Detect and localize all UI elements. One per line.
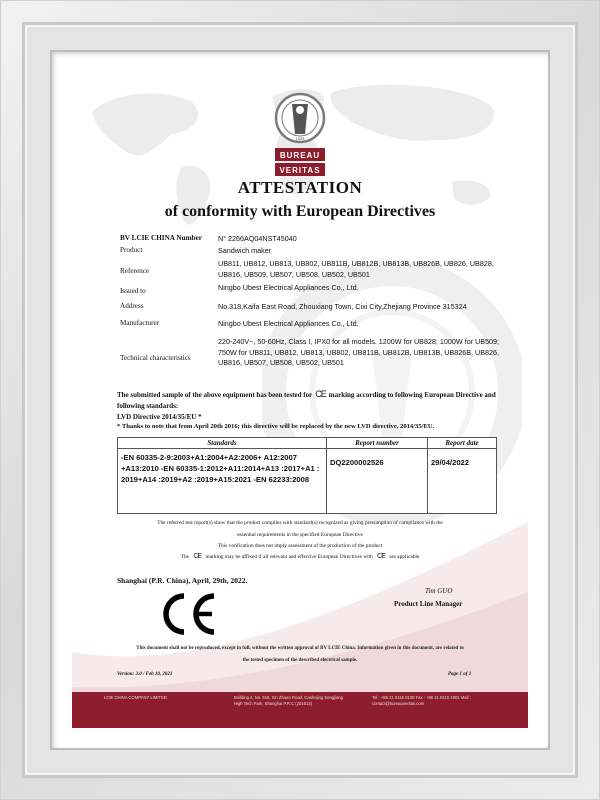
field-label: Address [120,302,144,310]
logo-text-bureau: BUREAU [279,151,321,160]
report-number-cell: DQ2200002526 [327,449,428,514]
field-label: Manufacturer [120,319,160,327]
bureau-veritas-logo [268,90,332,182]
footer-contact: Tel : +86 21 6115 0100 Fax : +86 21 6115 1901 Mail : contact@bureauveritas.com [372,695,471,706]
certificate-subtitle: of conformity with European Directives [164,203,436,220]
footer-address: Building 4, No. 518, Xin Zhuan Road, Caohejing Songjiang High Tech Park, Shanghai P.R.C (201612) [234,695,343,706]
conformity-text: marking may be affixed if all relevant and effective European Directives with [205,554,373,560]
statement-text: The submitted sample of the above equipment has been tested for [117,391,313,399]
report-date-cell: 29/04/2022 [428,449,497,514]
certificate-title: ATTESTATION [237,178,363,197]
signer-name: Tim GUO [425,587,453,595]
field-value: UB811, UB812, UB813, UB802, UB811B, UB812B, UB813B, UB826B, UB826, UB828, UB816, UB509, UB507, UB508, UB502, UB501 [218,259,494,279]
certificate-page [72,72,528,728]
disclaimer-line-1: This document shall not be reproduced, except in full, without the written approval of BV LCIE China. Information given in this document, are related to [136,646,464,651]
standards-cell: -EN 60335-2-9:2003+A1:2004+A2:2006+ A12:2007 +A13:2010 -EN 60335-1:2012+A11:2014+A13 :2017+A1 : 2019+A14 :2019+A2 :2019+A15:2021 -EN 62233:2008 [118,449,327,514]
footer-bar [72,692,528,728]
document-version: Version: 3.0 / Feb 10, 2021 [117,672,173,677]
field-value: N° 2266AQ04NST45040 [218,234,297,243]
field-value: 220-240V~, 50-60Hz, Class I, IPX0 for all models. 1200W for UB828; 1000W for UB509; 750W for UB811, UB812, UB813, UB802, UB811B, UB812B, UB813B, UB826B, UB826, UB816, UB507, UB508, UB502, UB501 [218,337,500,367]
table-header: Standards [118,438,327,449]
directive-note: * Thanks to note that from April 20th 2016; this directive will be replaced by the new LVD directive, 2014/35/EU. [117,423,435,430]
table-header: Report number [327,438,428,449]
conformity-text: are applicable [389,554,420,560]
field-label: Reference [120,267,150,275]
disclaimer-line-2: the tested specimen of the described electrical sample. [242,658,358,663]
conformity-line-1: The referred test report(s) show that the product complies with standard(s) recognized as giving presumption of compliance with the [157,520,443,526]
field-value: Ningbo Ubest Electrical Appliances Co., Ltd. [218,283,359,292]
directive-name: LVD Directive 2014/35/EU * [117,413,202,421]
table-row [118,449,497,514]
field-label: Technical characteristics [120,354,191,362]
field-value: No.318,Kaifa East Road, Zhouxiang Town, Cixi City,Zhejiang Province 315324 [218,302,467,311]
standards-table [117,437,497,514]
conformity-line-4 [72,554,528,561]
ce-mark-small: CE [377,553,385,560]
signer-title: Product Line Manager [394,600,463,608]
ce-mark-small: CE [315,389,326,399]
table-header-row [118,438,497,449]
field-label: BV LCIE CHINA Number [120,234,202,242]
conformity-line-2: essential requirements in the specified European Directive [237,532,363,538]
conformity-line-3: This verification does not imply assessment of the production of the product [217,543,383,549]
logo-year: 1828 [295,136,305,141]
ce-mark-small: CE [193,553,202,560]
page-number: Page 1 of 1 [448,672,472,677]
logo-text-veritas: VERITAS [279,166,321,175]
place-and-date: Shanghai (P.R. China), April, 29th, 2022. [117,576,248,585]
table-header: Report date [428,438,497,449]
field-value: Sandwich maker [218,246,272,255]
field-value: Ningbo Ubest Electrical Appliances Co., Ltd. [218,319,359,328]
statement-text: marking according to following European Directive and following standards: [117,391,496,410]
test-statement [117,389,517,411]
ce-mark-large [160,592,220,636]
conformity-text: The [180,554,190,560]
field-label: Product [120,246,143,254]
footer-company: LCIE CHINA COMPANY LIMITED [104,695,167,700]
field-label: Issued to [120,287,146,295]
